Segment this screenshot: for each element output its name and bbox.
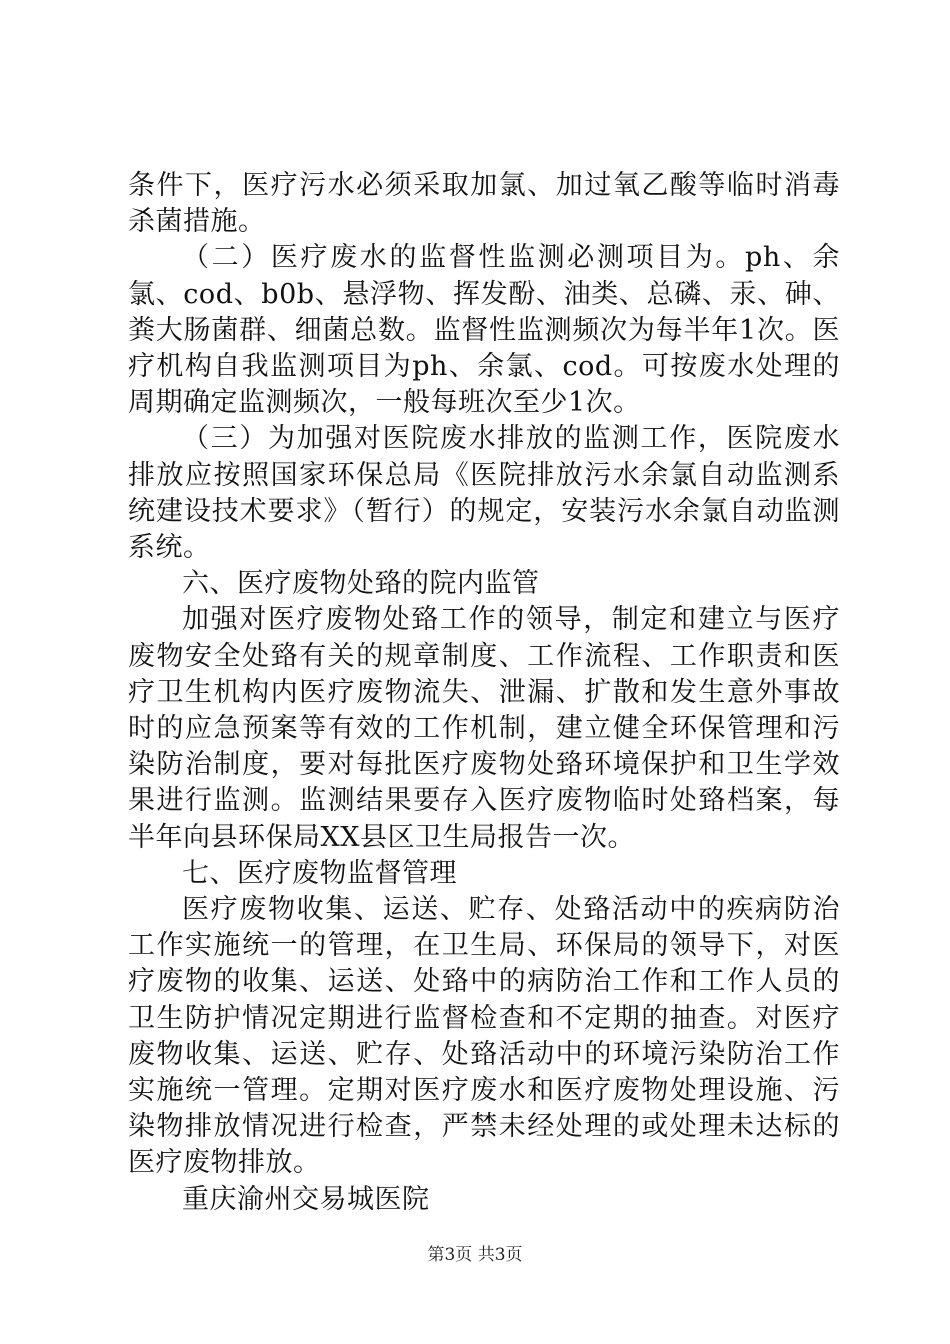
page-footer: 第3页 共3页 [427,1245,523,1265]
paragraph-waste-disposal: 加强对医疗废物处臵工作的领导，制定和建立与医疗废物安全处臵有关的规章制度、工作流程、工作职责和医疗卫生机构内医疗废物流失、泄漏、扩散和发生意外事故时的应急预案等有效的工作机制，建立健全环保管理和污染防治制度，要对每批医疗废物处臵环境保护和卫生学效果进行监测。监测结果要存入医疗废物临时处臵档案，每半年向县环保局XX县区卫生局报告一次。 [128,604,840,853]
document-body [128,168,840,1218]
section-heading-seven: 七、医疗废物监督管理 [182,857,457,889]
paragraph-supervision: 医疗废物收集、运送、贮存、处臵活动中的疾病防治工作实施统一的管理，在卫生局、环保局的领导下，对医疗废物的收集、运送、处臵中的病防治工作和工作人员的卫生防护情况定期进行监督检查和不定期的抽查。对医疗废物收集、运送、贮存、处臵活动中的环境污染防治工作实施统一管理。定期对医疗废水和医疗废物处理设施、污染物排放情况进行检查，严禁未经处理的或处理未达标的医疗废物排放。 [128,894,840,1179]
paragraph-monitoring-items: （二）医疗废水的监督性监测必测项目为。ph、余氯、cod、b0b、悬浮物、挥发酚、油类、总磷、汞、砷、粪大肠菌群、细菌总数。监督性监测频次为每半年1次。医疗机构自我监测项目为ph、余氯、cod。可按废水处理的周期确定监测频次，一般每班次至少1次。 [128,242,840,419]
signature-hospital-name: 重庆渝州交易城医院 [182,1183,430,1215]
section-heading-six: 六、医疗废物处臵的院内监管 [182,568,540,600]
paragraph-chlorine-monitoring: （三）为加强对医院废水排放的监测工作，医院废水排放应按照国家环保总局《医院排放污水余氯自动监测系统建设技术要求》（暂行）的规定，安装污水余氯自动监测系统。 [128,423,840,564]
paragraph-continuation: 条件下，医疗污水必须采取加氯、加过氧乙酸等临时消毒杀菌措施。 [128,170,840,238]
